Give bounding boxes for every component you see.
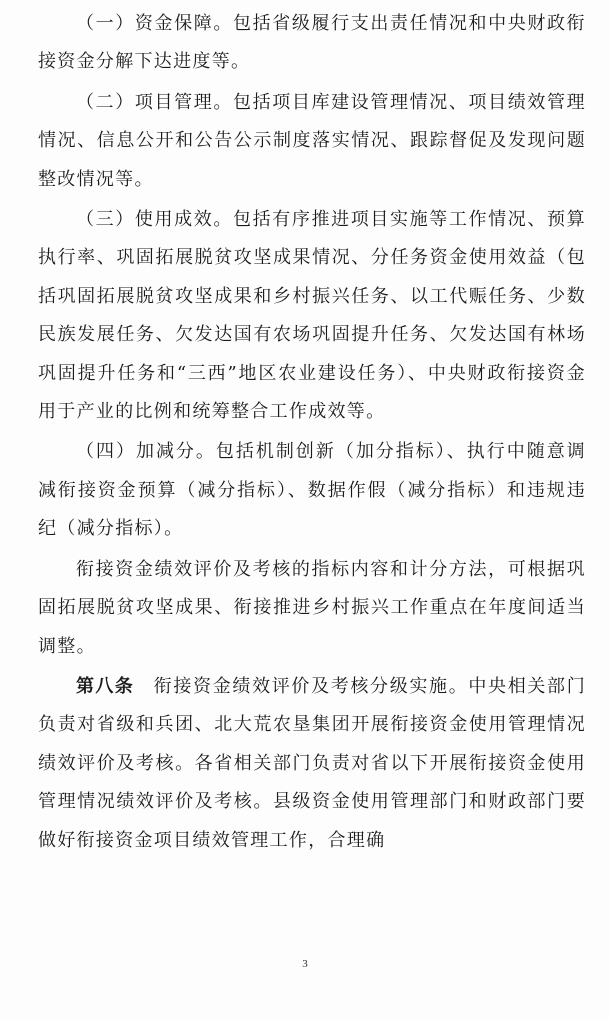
paragraph-funding-guarantee: （一）资金保障。包括省级履行支出责任情况和中央财政衔接资金分解下达进度等。: [38, 13, 586, 73]
paragraph-usage-effectiveness: （三）使用成效。包括有序推进项目实施等工作情况、预算执行率、巩固拓展脱贫攻坚成果情况、分任务资金使用效益（包括巩固拓展脱贫攻坚成果和乡村振兴任务、以工代赈任务、少数民族发展任务、欠发达国有农场巩固提升任务、欠发达国有林场巩固提升任务和“三西”地区农业建设任务）、中央财政衔接资金用于产业的比例和统筹整合工作成效等。: [38, 209, 586, 423]
document-body: [38, 5, 586, 862]
article-8-label: 第八条: [76, 675, 135, 697]
article-8-text: 衔接资金绩效评价及考核分级实施。中央相关部门负责对省级和兵团、北大荒农垦集团开展衔接资金使用管理情况绩效评价及考核。各省相关部门负责对省以下开展衔接资金使用管理情况绩效评价及考核。县级资金使用管理部门和财政部门要做好衔接资金项目绩效管理工作，合理确: [38, 675, 586, 851]
paragraph-indicator-adjustment: 衔接资金绩效评价及考核的指标内容和计分方法，可根据巩固拓展脱贫攻坚成果、衔接推进乡村振兴工作重点在年度间适当调整。: [38, 558, 586, 657]
page-number: 3: [302, 958, 308, 970]
article-8-paragraph: [38, 668, 586, 860]
paragraph-bonus-penalty: （四）加减分。包括机制创新（加分指标）、执行中随意调减衔接资金预算（减分指标）、数据作假（减分指标）和违规违纪（减分指标）。: [38, 441, 586, 540]
paragraph-project-management: （二）项目管理。包括项目库建设管理情况、项目绩效管理情况、信息公开和公告公示制度落实情况、跟踪督促及发现问题整改情况等。: [38, 91, 586, 190]
